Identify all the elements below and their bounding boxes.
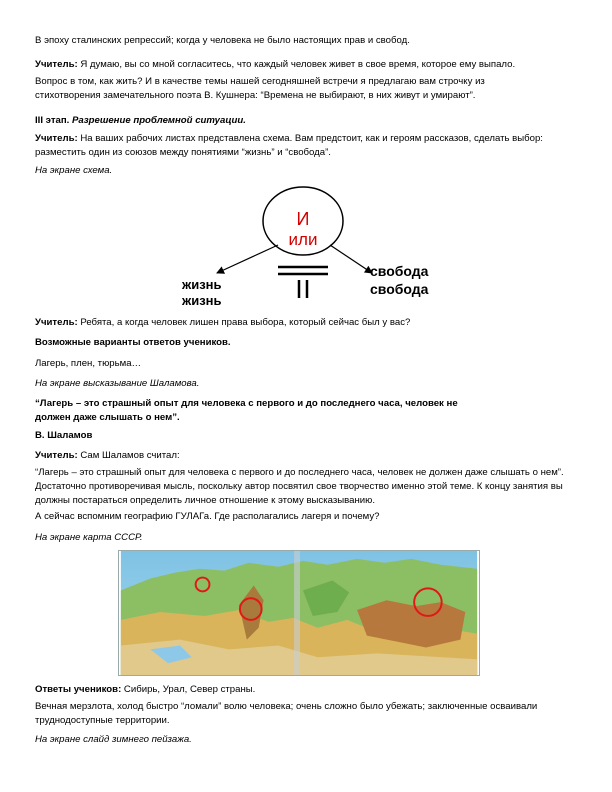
screen-note-map: На экране карта СССР. [35, 532, 143, 543]
screen-note-scheme: На экране схема. [35, 165, 113, 176]
paragraph-teacher-scheme [35, 132, 555, 160]
right-word-1: свобода [370, 263, 429, 279]
speaker-label: Учитель: [35, 59, 78, 70]
right-word-2: свобода [370, 281, 429, 297]
speaker-label: Учитель: [35, 133, 78, 144]
circle-word-ili: или [288, 230, 318, 249]
arrow-left [217, 245, 278, 273]
speech-text: Сибирь, Урал, Север страны. [121, 684, 256, 695]
left-word-1: жизнь [182, 277, 222, 292]
screen-note-shalamov: На экране высказывание Шаламова. [35, 378, 200, 389]
paragraph-permafrost: Вечная мерзлота, холод быстро “ломали” волю человека; очень сложно было убежать; заключенные осваивали труднодоступные территории. [35, 701, 538, 726]
choice-diagram [160, 183, 460, 313]
screen-note-winter: На экране слайд зимнего пейзажа. [35, 734, 192, 745]
stage-title: Разрешение проблемной ситуации. [69, 115, 246, 126]
paragraph-teacher-question [35, 316, 580, 330]
paragraph-kushner-quote: Вопрос в том, как жить? И в качестве темы нашей сегодняшней встречи я предлагаю вам строчку из стихотворения замечательного поэта В. Кушнера: “Времена не выбирают, в них живут и умирают”. [35, 76, 485, 101]
paragraph-repressions: В эпоху сталинских репрессий; когда у человека не было настоящих прав и свобод. [35, 35, 410, 46]
paragraph-gulag-geography: А сейчас вспомним географию ГУЛАГа. Где располагались лагеря и почему? [35, 511, 380, 522]
paragraph-teacher-agree [35, 58, 580, 72]
quote-author: В. Шаламов [35, 430, 93, 441]
arrow-right [330, 245, 372, 273]
stage-number: III этап. [35, 115, 70, 126]
paragraph-answers-list: Лагерь, плен, тюрьма… [35, 358, 142, 369]
paragraph-students-answers [35, 683, 580, 697]
paragraph-shalamov-discussion: “Лагерь – это страшный опыт для человека с первого и до последнего часа, человек не должен даже слышать о нем”. Достаточно противоречивая мысль, поскольку автор посвятил свое творчество именно этой теме. К концу занятия вы должны постараться определить личное отношение к этому высказыванию. [35, 467, 564, 506]
stage-heading [35, 114, 580, 128]
speaker-label: Учитель: [35, 317, 78, 328]
left-word-2: жизнь [182, 293, 222, 308]
speech-text: На ваших рабочих листах представлена схема. Вам предстоит, как и героям рассказов, сделать выбор: разместить один из союзов между понятиями “жизнь” и “свобода”. [35, 133, 543, 158]
ussr-map-image [118, 550, 480, 676]
shalamov-quote-bold: “Лагерь – это страшный опыт для человека с первого и до последнего часа, человек не должен даже слышать о нем”. [35, 398, 458, 423]
speaker-label: Ответы учеников: [35, 684, 122, 695]
heading-possible-answers: Возможные варианты ответов учеников. [35, 337, 231, 348]
speaker-label: Учитель: [35, 450, 78, 461]
speech-text: Я думаю, вы со мной согласитесь, что каждый человек живет в свое время, которое ему выпало. [77, 59, 516, 70]
paragraph-teacher-shalamov [35, 449, 580, 463]
speech-text: Сам Шаламов считал: [77, 450, 180, 461]
circle-word-i: И [296, 209, 310, 229]
speech-text: Ребята, а когда человек лишен права выбора, который сейчас был у вас? [77, 317, 411, 328]
